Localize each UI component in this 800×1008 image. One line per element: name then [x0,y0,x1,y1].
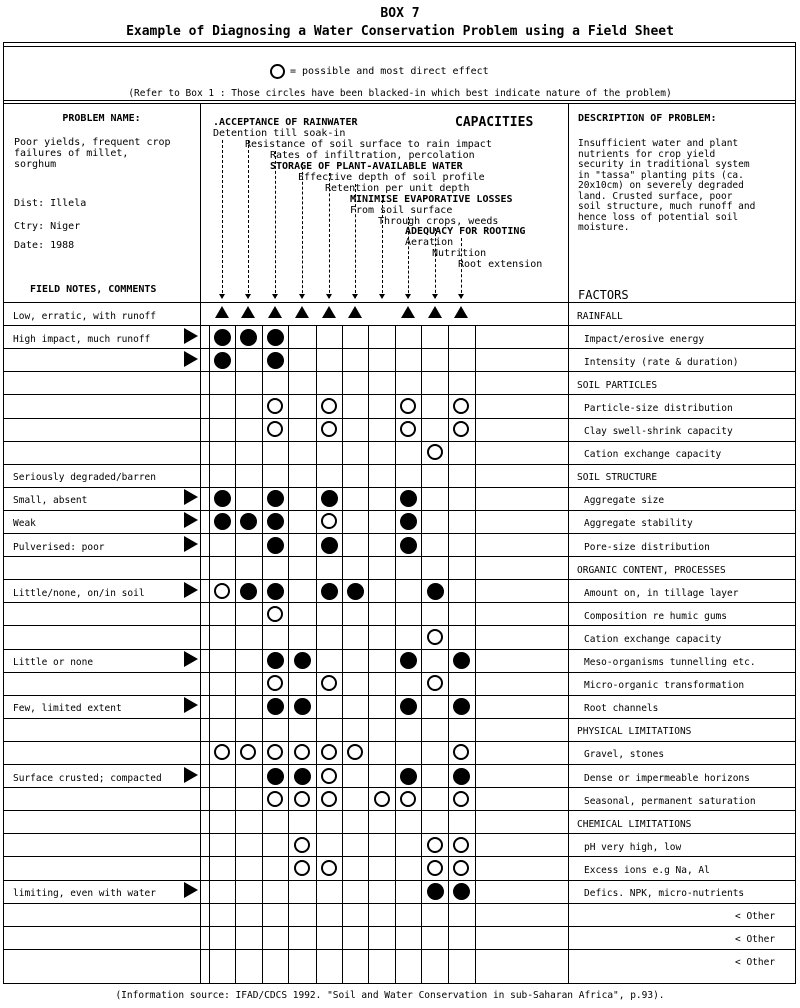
open-circle-icon [294,837,310,853]
filled-circle-icon [400,537,417,554]
capacity-line: Through crops, weeds [378,216,499,227]
open-circle-icon [267,791,283,807]
filled-circle-icon [400,652,417,669]
filled-circle-icon [267,652,284,669]
description-line: hence loss of potential soil [578,211,739,223]
triangle-icon [348,306,362,318]
grid-row-rule [3,926,796,927]
factor-label: Cation exchange capacity [584,634,722,645]
filled-circle-icon [400,768,417,785]
triangle-icon [215,306,229,318]
factor-label: Meso-organisms tunnelling etc. [584,657,756,668]
filled-circle-icon [321,490,338,507]
description-line: land. Crusted surface, poor [578,190,733,202]
factor-label: Excess ions e.g Na, Al [584,865,710,876]
capacity-guide [329,173,330,298]
open-circle-icon [321,513,337,529]
open-circle-icon [400,791,416,807]
grid-row-rule [3,741,796,742]
factor-label: < Other [735,957,776,968]
grid-row-rule [3,810,796,811]
factor-label: Particle-size distribution [584,403,733,414]
description-heading: DESCRIPTION OF PROBLEM: [578,113,717,124]
description-line: Insufficient water and plant [578,138,739,149]
open-circle-icon [267,675,283,691]
grid-row-rule [3,464,796,465]
capacity-line: Resistance of soil surface to rain impact [245,139,492,150]
factor-label: Micro-organic transformation [584,680,745,691]
capacity-arrowhead [219,294,225,299]
grid-row-rule [3,764,796,765]
field-note: Seriously degraded/barren [13,472,156,483]
field-note: Surface crusted; compacted [13,773,162,784]
field-note: Low, erratic, with runoff [13,311,156,322]
filled-circle-icon [267,537,284,554]
description-line: in "tassa" planting pits (ca. [578,169,744,181]
country: Ctry: Niger [14,221,81,232]
description-line: moisture. [578,222,630,233]
field-note: limiting, even with water [13,888,156,899]
filled-circle-icon [400,513,417,530]
filled-circle-icon [347,583,364,600]
filled-circle-icon [267,352,284,369]
open-circle-icon [321,675,337,691]
capacity-arrowhead [432,294,438,299]
row-arrow-icon [184,489,198,505]
capacity-guide [248,140,249,298]
open-circle-icon [427,629,443,645]
filled-circle-icon [453,883,470,900]
capacity-guide [275,151,276,298]
field-note: Few, limited extent [13,703,122,714]
filled-circle-icon [294,768,311,785]
capacity-line: Retention per unit depth [325,183,470,194]
grid-column-line [475,325,476,984]
row-arrow-icon [184,767,198,783]
problem-heading: PROBLEM NAME: [62,113,141,124]
filled-circle-icon [267,513,284,530]
grid-row-rule [3,602,796,603]
grid-row-rule [3,579,796,580]
capacity-line: Rates of infiltration, percolation [270,150,475,161]
grid-row-rule [3,833,796,834]
legend-text: = possible and most direct effect [290,66,489,77]
capacity-arrowhead [352,294,358,299]
triangle-icon [454,306,468,318]
capacity-guide [435,228,436,298]
capacity-guide [382,195,383,298]
filled-circle-icon [294,698,311,715]
grid-column-line [235,325,236,984]
description-line: nutrients for crop yield [578,148,716,160]
capacity-arrowhead [326,294,332,299]
grid-column-line [421,325,422,984]
grid-column-line [316,325,317,984]
filled-circle-icon [427,583,444,600]
factor-label: RAINFALL [577,311,623,322]
filled-circle-icon [267,698,284,715]
capacity-arrowhead [405,294,411,299]
open-circle-icon [267,606,283,622]
row-arrow-icon [184,651,198,667]
capacity-arrowhead [299,294,305,299]
grid-row-rule [3,487,796,488]
open-circle-icon [267,744,283,760]
capacity-guide [355,184,356,298]
row-arrow-icon [184,351,198,367]
factor-label: Cation exchange capacity [584,449,722,460]
capacity-guide [408,217,409,298]
filled-circle-icon [294,652,311,669]
grid-row-rule [3,371,796,372]
capacity-line: STORAGE OF PLANT-AVAILABLE WATER [270,161,463,172]
refer-note: (Refer to Box 1 : Those circles have been blacked-in which best indicate nature of the problem) [128,88,672,99]
problem-line-3: sorghum [14,159,57,170]
open-circle-icon [294,791,310,807]
factor-label: SOIL STRUCTURE [577,472,658,483]
factor-label: Aggregate stability [584,518,693,529]
grid-row-rule [3,418,796,419]
capacity-arrowhead [245,294,251,299]
factor-label: SOIL PARTICLES [577,380,658,391]
grid-column-line [395,325,396,984]
filled-circle-icon [214,329,231,346]
field-note: Weak [13,518,36,529]
open-circle-icon [427,837,443,853]
open-circle-icon [400,421,416,437]
capacity-line: Aeration [405,237,454,248]
filled-circle-icon [267,329,284,346]
grid-row-rule [3,856,796,857]
grid-column-line [288,325,289,984]
description-line: security in traditional system [578,159,750,170]
factor-label: Aggregate size [584,495,665,506]
triangle-icon [268,306,282,318]
open-circle-icon [214,583,230,599]
open-circle-icon [240,744,256,760]
open-circle-icon [267,421,283,437]
row-arrow-icon [184,882,198,898]
factor-label: < Other [735,911,776,922]
grid-column-line [448,325,449,984]
open-circle-icon [453,791,469,807]
box-label: BOX 7 [380,6,420,21]
capacity-line: .ACCEPTANCE OF RAINWATER [213,117,358,128]
open-circle-icon [321,768,337,784]
grid-row-rule [3,649,796,650]
open-circle-icon [453,398,469,414]
triangle-icon [295,306,309,318]
grid-column-line [262,325,263,984]
grid-row-rule [3,949,796,950]
filled-circle-icon [427,883,444,900]
factors-heading: FACTORS [578,288,629,302]
row-arrow-icon [184,697,198,713]
capacity-line: Nutrition [432,248,487,259]
capacity-line: MINIMISE EVAPORATIVE LOSSES [350,194,513,205]
open-circle-icon [427,444,443,460]
filled-circle-icon [214,513,231,530]
factor-label: Amount on, in tillage layer [584,588,739,599]
capacity-arrowhead [458,294,464,299]
open-circle-icon [321,860,337,876]
legend-circle-icon [270,64,285,79]
description-line: 20x10cm) on severely degraded [578,180,744,191]
district: Dist: Illela [14,198,87,209]
open-circle-icon [294,860,310,876]
filled-circle-icon [214,490,231,507]
description-line: soil structure, much runoff and [578,201,756,212]
row-arrow-icon [184,536,198,552]
open-circle-icon [453,744,469,760]
open-circle-icon [347,744,363,760]
factor-label: Seasonal, permanent saturation [584,796,756,807]
factor-label: Intensity (rate & duration) [584,357,739,368]
grid-column-line [342,325,343,984]
open-circle-icon [321,421,337,437]
factor-label: Gravel, stones [584,749,665,760]
open-circle-icon [400,398,416,414]
open-circle-icon [453,860,469,876]
filled-circle-icon [214,352,231,369]
problem-line-2: failures of millet, [14,148,129,159]
capacity-arrowhead [272,294,278,299]
filled-circle-icon [240,329,257,346]
grid-row-rule [3,394,796,395]
capacity-line: Effective depth of soil profile [298,172,485,183]
triangle-icon [401,306,415,318]
grid-row-rule [3,672,796,673]
field-note: Little or none [13,657,94,668]
open-circle-icon [374,791,390,807]
factor-label: Defics. NPK, micro-nutrients [584,888,745,899]
filled-circle-icon [240,583,257,600]
triangle-icon [322,306,336,318]
field-note: High impact, much runoff [13,334,151,345]
filled-circle-icon [453,768,470,785]
open-circle-icon [453,837,469,853]
capacity-arrowhead [379,294,385,299]
factor-label: Composition re humic gums [584,611,727,622]
open-circle-icon [294,744,310,760]
filled-circle-icon [267,490,284,507]
factor-label: ORGANIC CONTENT, PROCESSES [577,565,726,576]
capacity-guide [302,162,303,298]
filled-circle-icon [240,513,257,530]
grid-row-rule [3,880,796,881]
factor-label: Impact/erosive energy [584,334,705,345]
field-note: Small, absent [13,495,88,506]
open-circle-icon [321,398,337,414]
open-circle-icon [427,675,443,691]
triangle-icon [428,306,442,318]
grid-row-rule [3,533,796,534]
filled-circle-icon [453,652,470,669]
open-circle-icon [453,421,469,437]
row-arrow-icon [184,512,198,528]
filled-circle-icon [400,490,417,507]
field-notes-heading: FIELD NOTES, COMMENTS [30,284,157,295]
open-circle-icon [214,744,230,760]
grid-top-rule [3,302,796,303]
source-note: (Information source: IFAD/CDCS 1992. "Soil and Water Conservation in sub-Saharan Africa", p.93). [115,990,665,1001]
grid-row-rule [3,556,796,557]
open-circle-icon [321,744,337,760]
grid-column-line [368,325,369,984]
factor-label: < Other [735,934,776,945]
date: Date: 1988 [14,240,75,251]
capacities-heading: CAPACITIES [455,115,534,130]
capacity-line: ADEQUACY FOR ROOTING [405,226,526,237]
capacity-line: Detention till soak-in [213,128,346,139]
factor-label: PHYSICAL LIMITATIONS [577,726,692,737]
filled-circle-icon [400,698,417,715]
grid-row-rule [3,625,796,626]
grid-row-rule [3,510,796,511]
grid-row-rule [3,718,796,719]
factor-label: Root channels [584,703,659,714]
filled-circle-icon [267,583,284,600]
triangle-icon [241,306,255,318]
row-arrow-icon [184,328,198,344]
filled-circle-icon [267,768,284,785]
open-circle-icon [427,860,443,876]
grid-row-rule [3,325,796,326]
filled-circle-icon [321,537,338,554]
row-arrow-icon [184,582,198,598]
field-note: Pulverised: poor [13,542,105,553]
open-circle-icon [321,791,337,807]
grid-row-rule [3,903,796,904]
factor-label: CHEMICAL LIMITATIONS [577,819,692,830]
grid-column-line [209,325,210,984]
factor-label: Pore-size distribution [584,542,710,553]
grid-row-rule [3,787,796,788]
factor-label: Dense or impermeable horizons [584,773,750,784]
page-title: Example of Diagnosing a Water Conservation Problem using a Field Sheet [126,24,674,39]
filled-circle-icon [321,583,338,600]
capacity-guide [461,238,462,298]
grid-row-rule [3,348,796,349]
factor-label: pH very high, low [584,842,682,853]
grid-row-rule [3,441,796,442]
filled-circle-icon [453,698,470,715]
field-note: Little/none, on/in soil [13,588,145,599]
factor-label: Clay swell-shrink capacity [584,426,733,437]
problem-line-1: Poor yields, frequent crop [14,137,171,148]
capacity-line: Root extension [458,259,543,270]
capacity-guide [222,140,223,298]
capacity-line: From soil surface [350,205,453,216]
grid-row-rule [3,695,796,696]
open-circle-icon [267,398,283,414]
